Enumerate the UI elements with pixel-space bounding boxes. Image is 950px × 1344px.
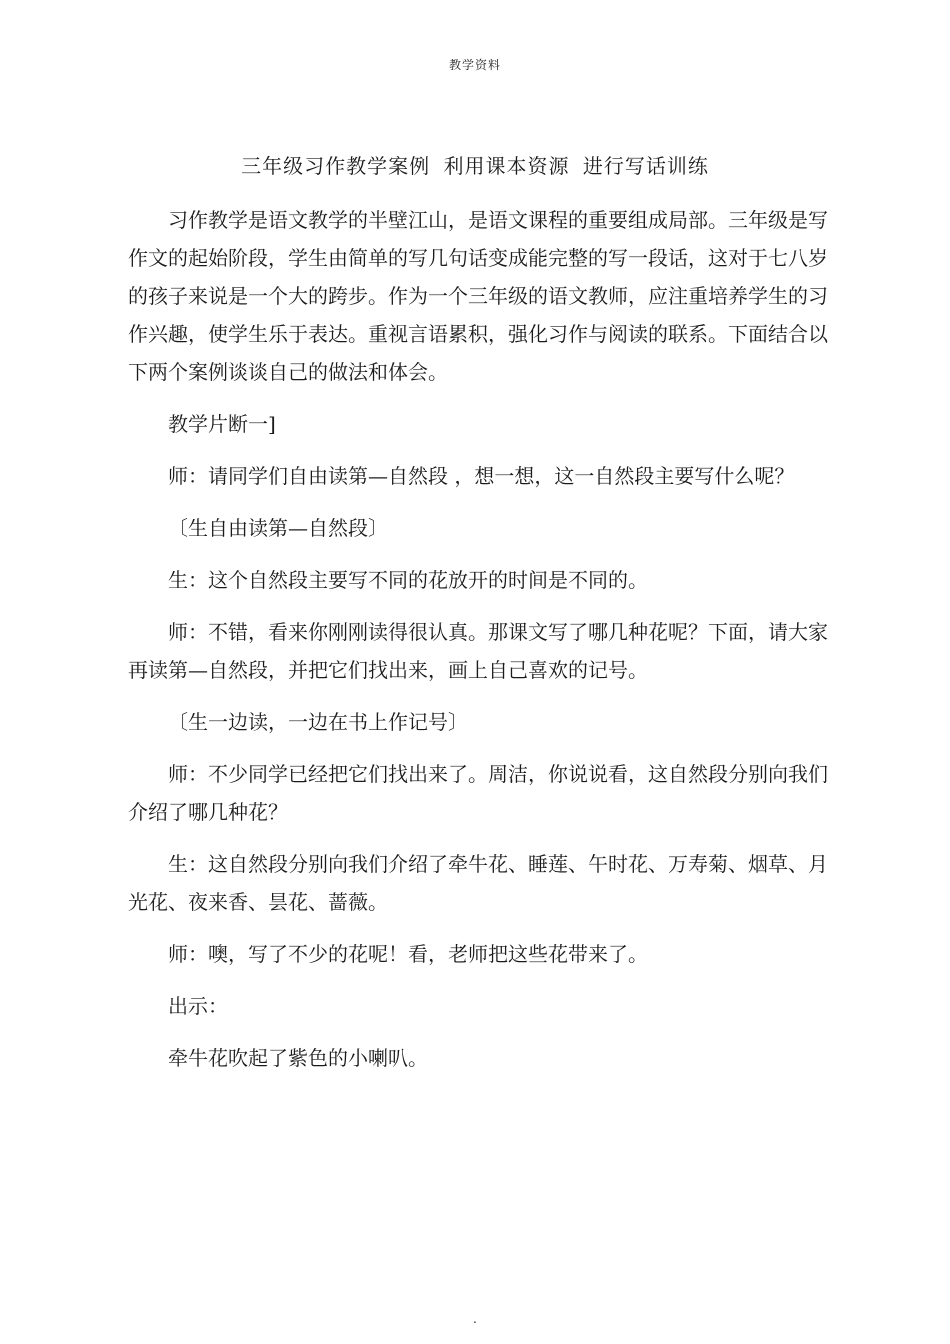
dialogue-paragraph: 牵牛花吹起了紫色的小喇叭。 [168,1046,428,1070]
page-header: 教学资料 [448,58,501,72]
dialogue-paragraph: 出示： [168,994,228,1018]
intro-paragraph: 习作教学是语文教学的半壁江山，是语文课程的重要组成局部。三年级是写作文的起始阶段，学生由简单的写几句话变成能完整的写一段话，这对于七八岁的孩子来说是一个大的跨步。作为一个三年级的语文教师，应注重培养学生的习作兴趣，使学生乐于表达。重视言语累积，强化习作与阅读的联系。下面结合以下两个案例谈谈自己的做法和体会。 [128,208,828,384]
dialogue-paragraph: 生：这个自然段主要写不同的花放开的时间是不同的。 [168,568,648,592]
document-title [0,150,950,179]
dialogue-paragraph: 生：这自然段分别向我们介绍了牵牛花、睡莲、午时花、万寿菊、烟草、月光花、夜来香、昙花、蔷薇。 [128,852,828,914]
document-body [128,201,828,1091]
page-footer-mark: . [473,1312,477,1326]
section-label: 教学片断一] [168,412,276,436]
dialogue-paragraph: 〔生一边读，一边在书上作记号〕 [168,710,468,734]
dialogue-paragraph: 师：不少同学已经把它们找出来了。周洁，你说说看，这自然段分别向我们介绍了哪几种花？ [128,762,828,824]
dialogue-paragraph: 师：请同学们自由读第—自然段 ，想一想，这一自然段主要写什么呢？ [168,464,795,488]
title-part-3: 进行写话训练 [582,154,709,178]
dialogue-paragraph: 师：噢，写了不少的花呢！看，老师把这些花带来了。 [168,942,648,966]
dialogue-paragraph: 〔生自由读第—自然段〕 [168,516,388,540]
dialogue-paragraph: 师：不错，看来你刚刚读得很认真。那课文写了哪几种花呢？下面，请大家再读第—自然段，并把它们找出来，画上自己喜欢的记号。 [128,620,828,682]
title-part-2: 利用课本资源 [443,154,570,178]
title-part-1: 三年级习作教学案例 [241,154,431,178]
